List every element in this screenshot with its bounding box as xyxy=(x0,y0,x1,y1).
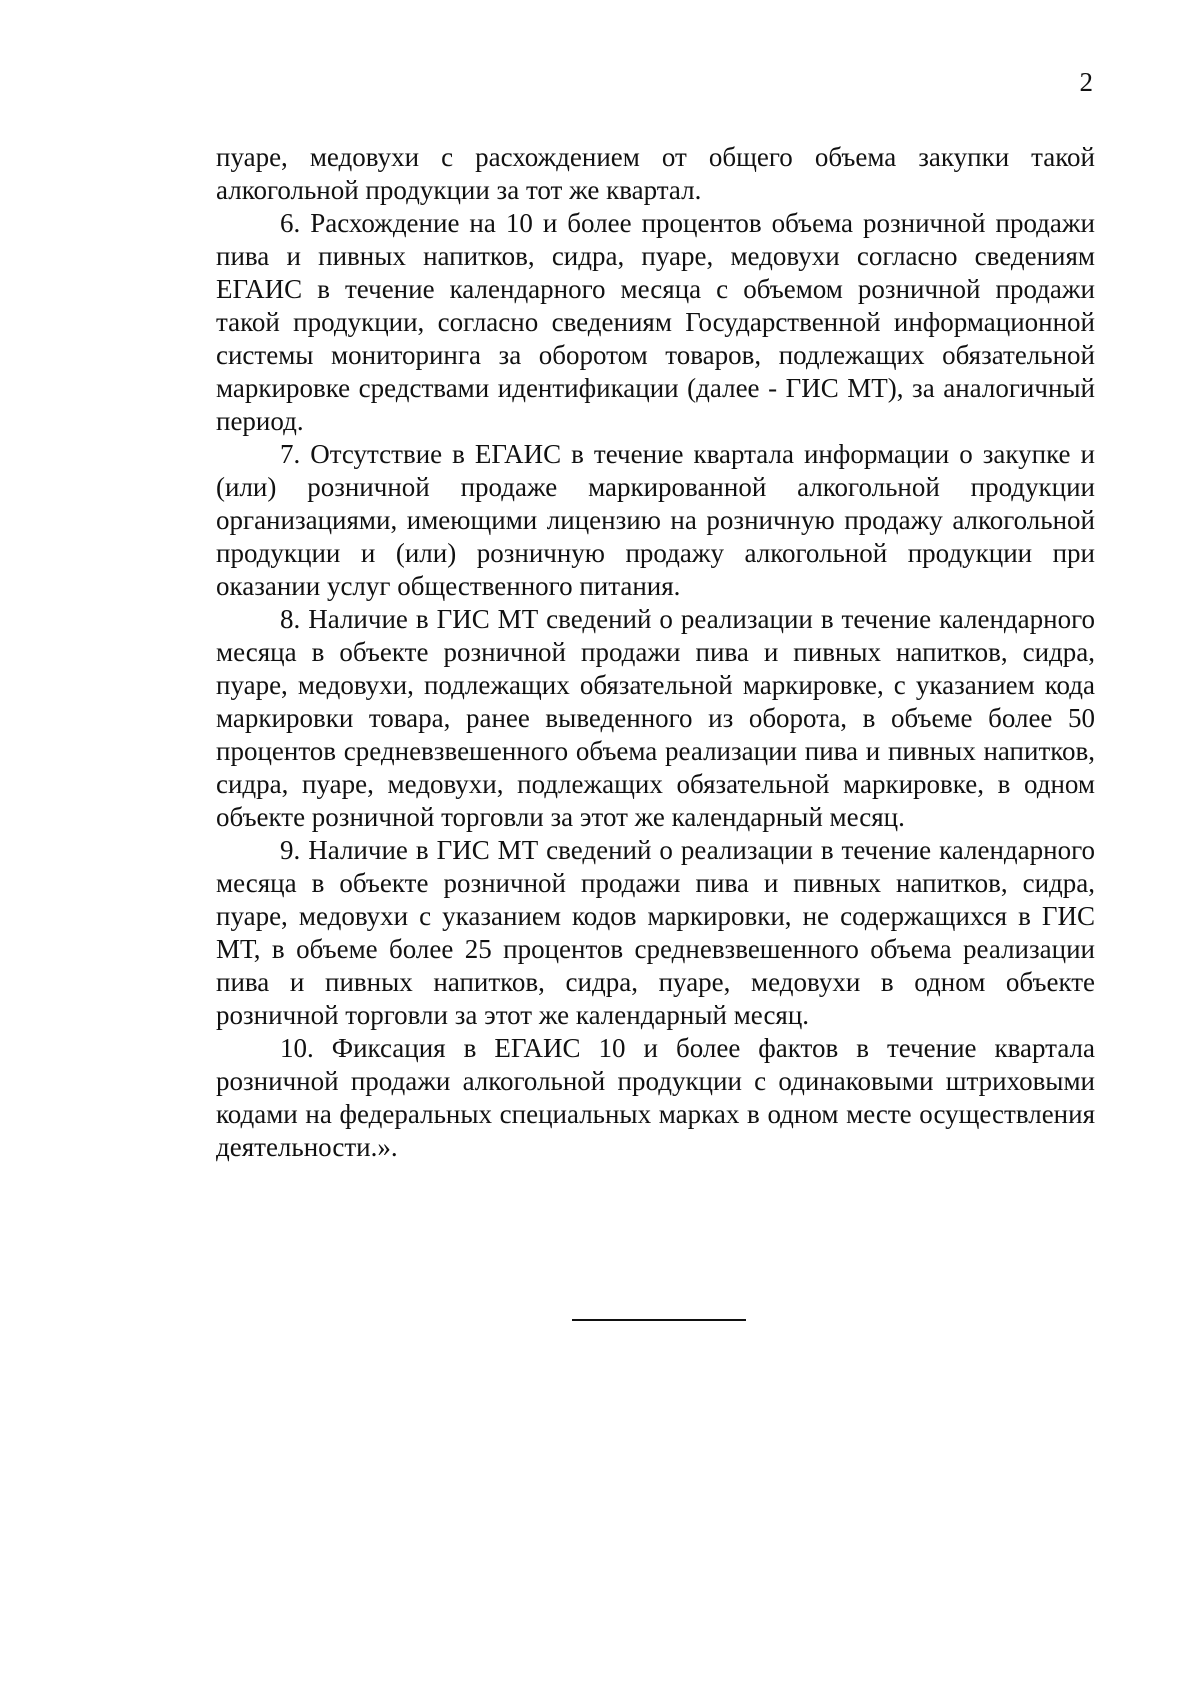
closing-divider xyxy=(572,1319,746,1321)
paragraph-item-7: 7. Отсутствие в ЕГАИС в течение квартала информации о закупке и (или) розничной продаже маркированной алкогольной продукции организациями, имеющими лицензию на розничную продажу алкогольной продукции и (или) розничную продажу алкогольной продукции при оказании услуг общественного питания. xyxy=(216,439,1095,601)
page-number: 2 xyxy=(1079,67,1093,97)
paragraph-item-10: 10. Фиксация в ЕГАИС 10 и более фактов в течение квартала розничной продажи алкогольной продукции с одинаковыми штриховыми кодами на федеральных специальных марках в одном месте осуществления деятельности.». xyxy=(216,1033,1095,1162)
paragraph-continuation: пуаре, медовухи с расхождением от общего объема закупки такой алкогольной продукции за тот же квартал. xyxy=(216,142,1095,205)
paragraph-item-6: 6. Расхождение на 10 и более процентов объема розничной продажи пива и пивных напитков, сидра, пуаре, медовухи согласно сведениям ЕГАИС в течение календарного месяца с объемом розничной продажи такой продукции, согласно сведениям Государственной информационной системы мониторинга за оборотом товаров, подлежащих обязательной маркировке средствами идентификации (далее - ГИС МТ), за аналогичный период. xyxy=(216,208,1095,436)
document-body xyxy=(216,141,1095,1164)
paragraph-item-9: 9. Наличие в ГИС МТ сведений о реализации в течение календарного месяца в объекте розничной продажи пива и пивных напитков, сидра, пуаре, медовухи с указанием кодов маркировки, не содержащихся в ГИС МТ, в объеме более 25 процентов средневзвешенного объема реализации пива и пивных напитков, сидра, пуаре, медовухи в одном объекте розничной торговли за этот же календарный месяц. xyxy=(216,835,1095,1030)
paragraph-item-8: 8. Наличие в ГИС МТ сведений о реализации в течение календарного месяца в объекте розничной продажи пива и пивных напитков, сидра, пуаре, медовухи, подлежащих обязательной маркировке, с указанием кода маркировки товара, ранее выведенного из оборота, в объеме более 50 процентов средневзвешенного объема реализации пива и пивных напитков, сидра, пуаре, медовухи, подлежащих обязательной маркировке, в одном объекте розничной торговли за этот же календарный месяц. xyxy=(216,604,1095,832)
